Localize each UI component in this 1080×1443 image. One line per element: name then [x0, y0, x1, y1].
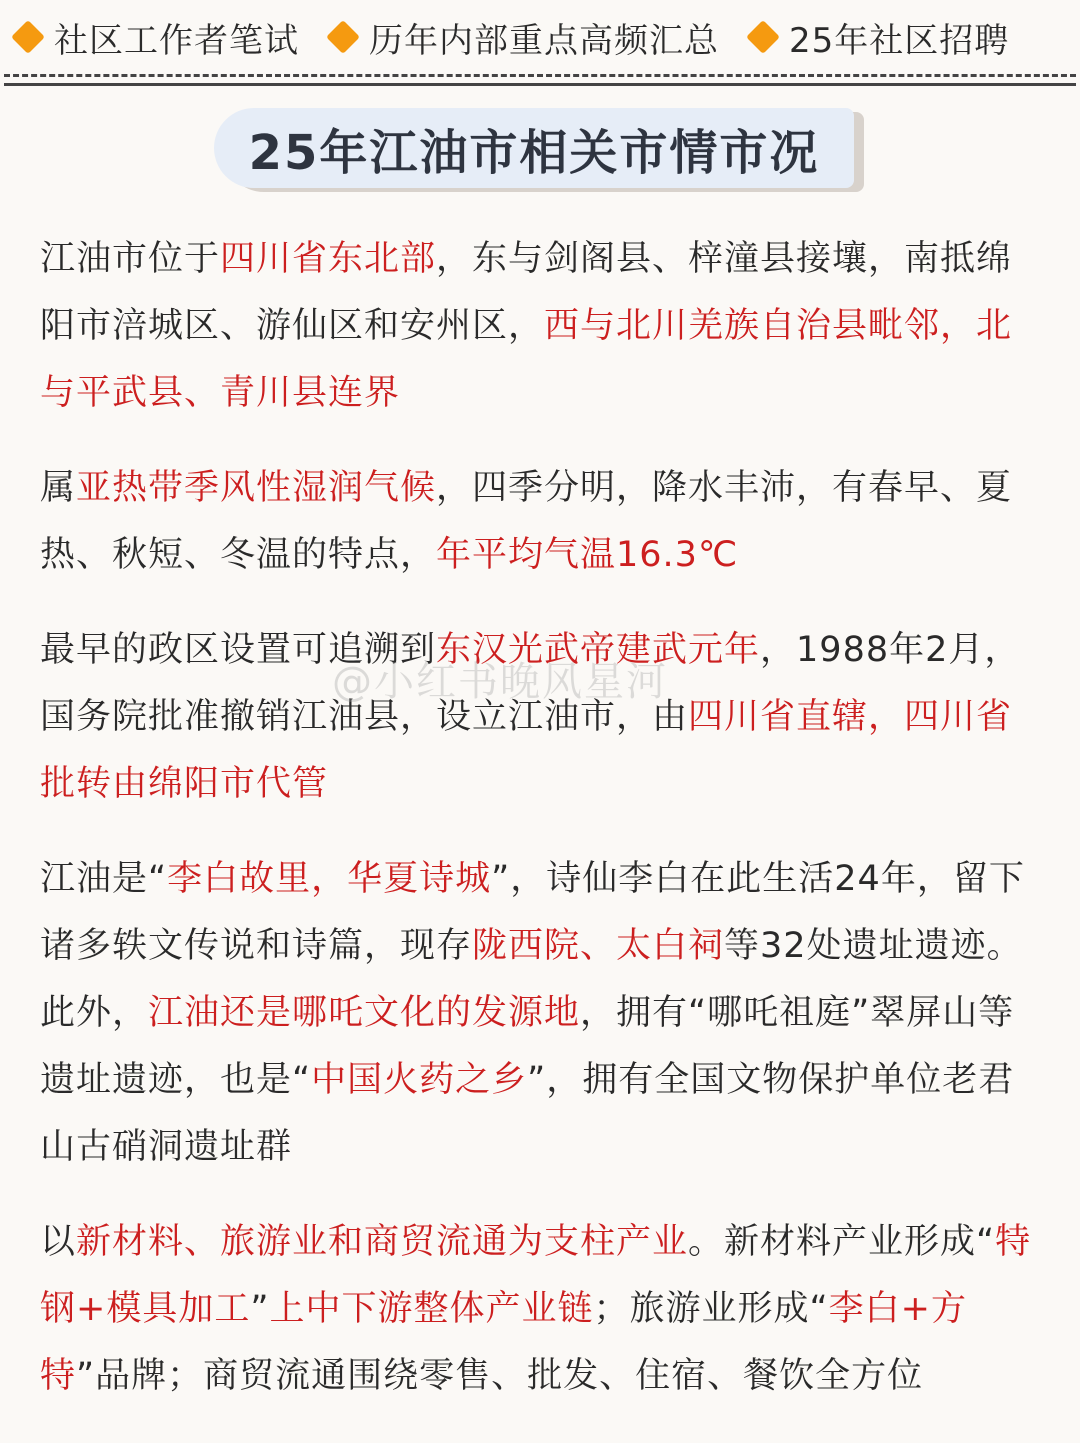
header-tag-label: 历年内部重点高频汇总: [369, 20, 719, 61]
text-span: ”品牌；商贸流通围绕零售、批发、住宿、餐饮全方位: [76, 1356, 924, 1396]
text-span: ，四季分明，降水丰沛，有春早、夏热、秋短、冬温的特点，: [40, 468, 1013, 575]
diamond-icon: [326, 20, 360, 54]
text-span: 属: [40, 468, 77, 508]
highlight-span: 亚热带季风性湿润气候: [76, 468, 437, 508]
text-span: ”，拥有全国文物保护单位老君山古硝洞遗址群: [40, 1060, 1015, 1167]
text-span: ，东与剑阁县、梓潼县接壤，南抵绵阳市涪城区、游仙区和安州区，: [40, 239, 1013, 346]
highlight-span: 四川省直辖，四川省批转由绵阳市代管: [40, 697, 1013, 804]
solid-divider: [4, 83, 1076, 86]
highlight-span: 西与北川羌族自治县毗邻，北与平武县、青川县连界: [40, 306, 1013, 413]
header-tag-label: 25年社区招聘: [789, 20, 1010, 61]
highlight-span: 东汉光武帝建武元年: [436, 630, 761, 670]
header-tag: [10, 13, 299, 62]
text-span: ；旅游业形成“: [593, 1289, 829, 1329]
paragraph-culture: [40, 846, 1040, 1181]
text-span: ”，诗仙李白在此生活24年，留下诸多轶文传说和诗篇，现存: [40, 859, 1025, 966]
diamond-icon: [11, 20, 45, 54]
highlight-span: 陇西院、太白祠: [472, 926, 725, 966]
header-tag: [745, 13, 1009, 62]
title-banner: [214, 108, 854, 188]
paragraph-industry: [40, 1209, 1040, 1410]
paragraph-location: [40, 226, 1040, 427]
header-tag-label: 社区工作者笔试: [54, 20, 299, 61]
highlight-span: 新材料、旅游业和商贸流通为支柱产业: [76, 1222, 689, 1262]
article-body: [0, 226, 1080, 1410]
text-span: 。新材料产业形成“: [688, 1222, 996, 1262]
dashed-divider: [4, 74, 1076, 77]
diamond-icon: [746, 20, 780, 54]
paragraph-history: [40, 617, 1040, 818]
highlight-span: 李白+方特: [40, 1289, 967, 1396]
highlight-span: 江油还是哪吒文化的发源地: [148, 993, 581, 1033]
text-span: 江油市位于: [40, 239, 221, 279]
text-span: ，1988年2月，国务院批准撤销江油县，设立江油市，由: [40, 630, 1021, 737]
highlight-span: 四川省东北部: [220, 239, 437, 279]
highlight-span: 上中下游整体产业链: [269, 1289, 594, 1329]
header-tag: [325, 13, 719, 62]
title-area: [0, 108, 1080, 226]
highlight-span: 年平均气温16.3℃: [436, 535, 739, 575]
text-span: 以: [40, 1222, 77, 1262]
watermark: @小红书晚风星河: [332, 659, 668, 705]
header-tag-bar: [0, 0, 1080, 74]
page-title: 25年江油市相关市情市况: [248, 124, 820, 181]
text-span: 江油是“: [40, 859, 168, 899]
highlight-span: 特钢+模具加工: [40, 1222, 1032, 1329]
paragraph-climate: [40, 455, 1040, 589]
text-span: ，拥有“哪吒祖庭”翠屏山等遗址遗迹，也是“: [40, 993, 1015, 1100]
text-span: 最早的政区设置可追溯到: [40, 630, 437, 670]
highlight-span: 中国火药之乡: [311, 1060, 528, 1100]
text-span: 等32处遗址遗迹。此外，: [40, 926, 1023, 1033]
highlight-span: 李白故里，华夏诗城: [167, 859, 492, 899]
text-span: ”: [250, 1289, 270, 1329]
